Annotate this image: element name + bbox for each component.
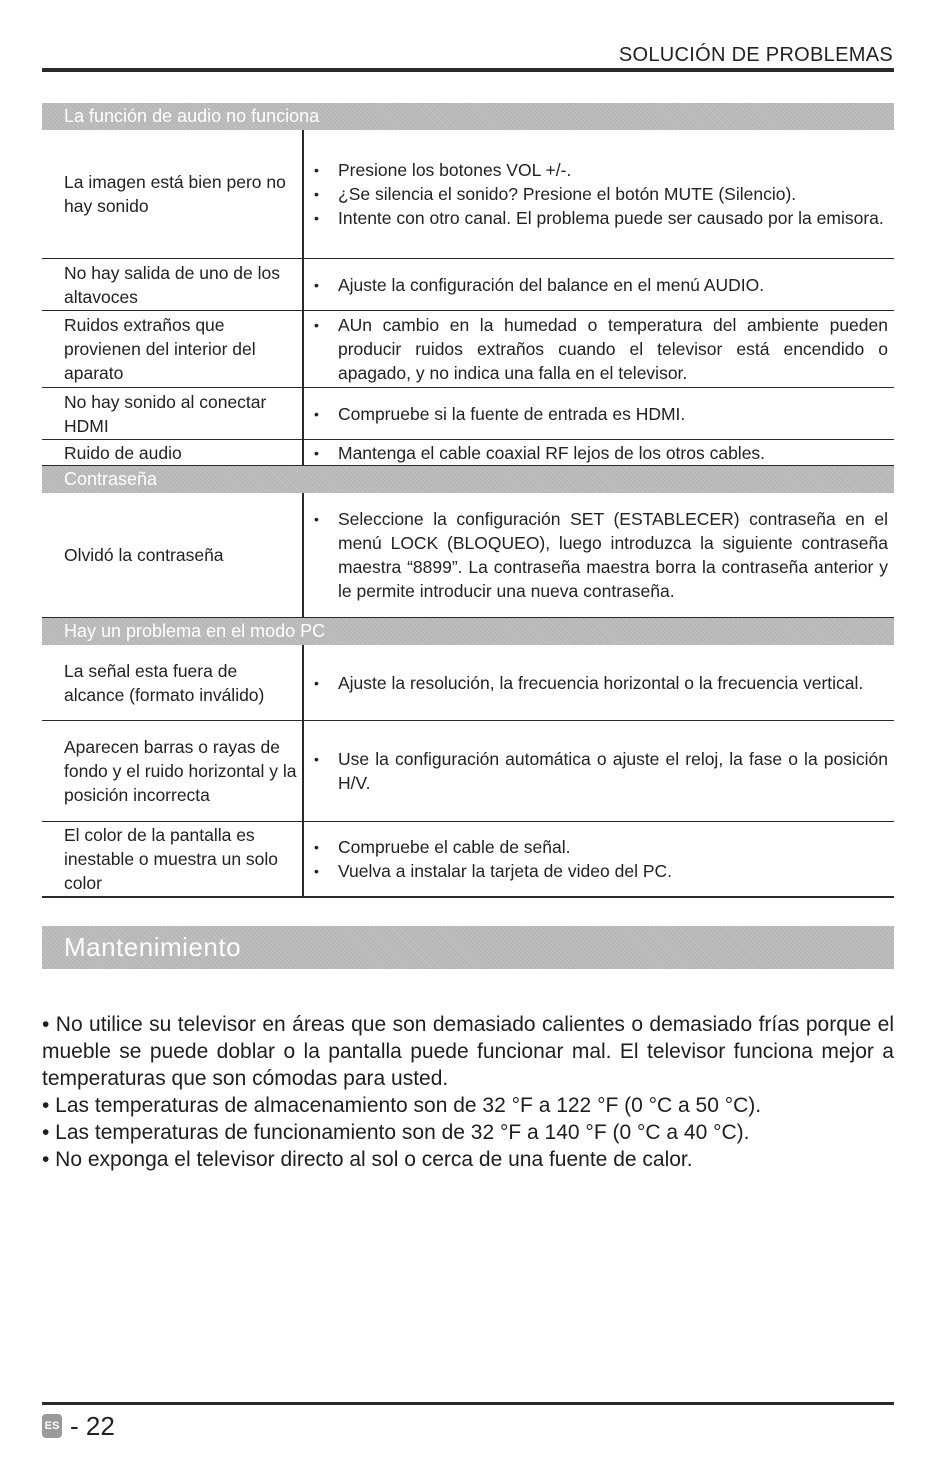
table-row	[42, 259, 894, 311]
table-row	[42, 721, 894, 822]
bullet-icon: •	[314, 210, 319, 226]
bullet-icon: •	[314, 444, 319, 461]
solution-item: • ¿Se silencia el sonido? Presione el botón MUTE (Silencio).	[314, 184, 797, 204]
maintenance-text	[42, 1011, 894, 1173]
solution-item: • Compruebe el cable de señal.	[314, 837, 571, 857]
solution-cell	[304, 440, 894, 465]
bullet-icon: •	[314, 405, 319, 422]
table-row	[42, 440, 894, 466]
solution-item: • Compruebe si la fuente de entrada es HDMI.	[314, 403, 686, 424]
maintenance-paragraph: • Las temperaturas de almacenamiento son de 32 °F a 122 °F (0 °C a 50 °C).	[42, 1094, 762, 1117]
solution-item: • Presione los botones VOL +/-.	[314, 160, 572, 180]
maintenance-paragraph: • No exponga el televisor directo al sol o cerca de una fuente de calor.	[42, 1148, 693, 1171]
solution-item: • Vuelva a instalar la tarjeta de video del PC.	[314, 861, 672, 881]
solution-cell	[304, 822, 894, 896]
table-row	[42, 130, 894, 259]
solution-item: • Ajuste la configuración del balance en el menú AUDIO.	[314, 274, 765, 295]
section-header-password: Contraseña	[42, 466, 894, 493]
solution-cell	[304, 259, 894, 310]
solution-cell	[304, 721, 894, 821]
problem-cell: Ruidos extraños que provienen del interior del aparato	[42, 311, 304, 387]
problem-cell: El color de la pantalla es inestable o muestra un solo color	[42, 822, 304, 896]
solution-cell	[304, 311, 894, 387]
bullet-icon: •	[314, 751, 319, 767]
solution-item: • Intente con otro canal. El problema puede ser causado por la emisora.	[314, 208, 884, 228]
solution-cell	[304, 388, 894, 439]
bullet-icon: •	[314, 317, 319, 333]
problem-cell: No hay sonido al conectar HDMI	[42, 388, 304, 439]
bullet-icon: •	[314, 162, 319, 178]
maintenance-heading: Mantenimiento	[42, 926, 894, 969]
language-badge-icon: ES	[42, 1414, 62, 1438]
table-row	[42, 645, 894, 721]
solution-item: • Mantenga el cable coaxial RF lejos de los otros cables.	[314, 442, 766, 463]
maintenance-paragraph: • No utilice su televisor en áreas que son demasiado calientes o demasiado frías porque el mueble se puede doblar o la pantalla puede funcionar mal. El televisor funciona mejor a temperaturas que son cómodas para usted.	[42, 1013, 894, 1090]
problem-cell: La señal esta fuera de alcance (formato inválido)	[42, 645, 304, 720]
solution-item: • Use la configuración automática o ajuste el reloj, la fase o la posición H/V.	[314, 749, 888, 793]
footer-rule	[42, 1402, 894, 1405]
problem-cell: Ruido de audio	[42, 440, 304, 465]
solution-cell	[304, 645, 894, 720]
bullet-icon: •	[314, 839, 319, 855]
table-row	[42, 311, 894, 388]
solution-item: • Ajuste la resolución, la frecuencia horizontal o la frecuencia vertical.	[314, 672, 864, 693]
bullet-icon: •	[314, 276, 319, 293]
page-number: - 22	[70, 1410, 115, 1441]
problem-cell: Olvidó la contraseña	[42, 493, 304, 617]
problem-cell: Aparecen barras o rayas de fondo y el ruido horizontal y la posición incorrecta	[42, 721, 304, 821]
header-rule	[42, 68, 894, 72]
solution-item: • Seleccione la configuración SET (ESTABLECER) contraseña en el menú LOCK (BLOQUEO), luego introduzca la siguiente contraseña maestra “8899”. La contraseña maestra borra la contraseña anterior y le permite introducir una nueva contraseña.	[314, 509, 888, 601]
table-row	[42, 822, 894, 898]
maintenance-paragraph: • Las temperaturas de funcionamiento son de 32 °F a 140 °F (0 °C a 40 °C).	[42, 1121, 750, 1144]
solution-cell	[304, 493, 894, 617]
solution-item: • AUn cambio en la humedad o temperatura del ambiente pueden producir ruidos extraños cuando el televisor está encendido o apagado, y no indica una falla en el televisor.	[314, 315, 888, 383]
section-header-pc-mode: Hay un problema en el modo PC	[42, 618, 894, 645]
bullet-icon: •	[314, 186, 319, 202]
section-header-audio: La función de audio no funciona	[42, 103, 894, 130]
page-header-title: SOLUCIÓN DE PROBLEMAS	[618, 44, 893, 66]
solution-cell	[304, 130, 894, 258]
table-row	[42, 388, 894, 440]
bullet-icon: •	[314, 511, 319, 527]
page-footer	[42, 1410, 115, 1442]
problem-cell: No hay salida de uno de los altavoces	[42, 259, 304, 310]
bullet-icon: •	[314, 863, 319, 879]
troubleshooting-table	[42, 103, 894, 898]
table-row	[42, 493, 894, 618]
bullet-icon: •	[314, 674, 319, 691]
problem-cell: La imagen está bien pero no hay sonido	[42, 130, 304, 258]
